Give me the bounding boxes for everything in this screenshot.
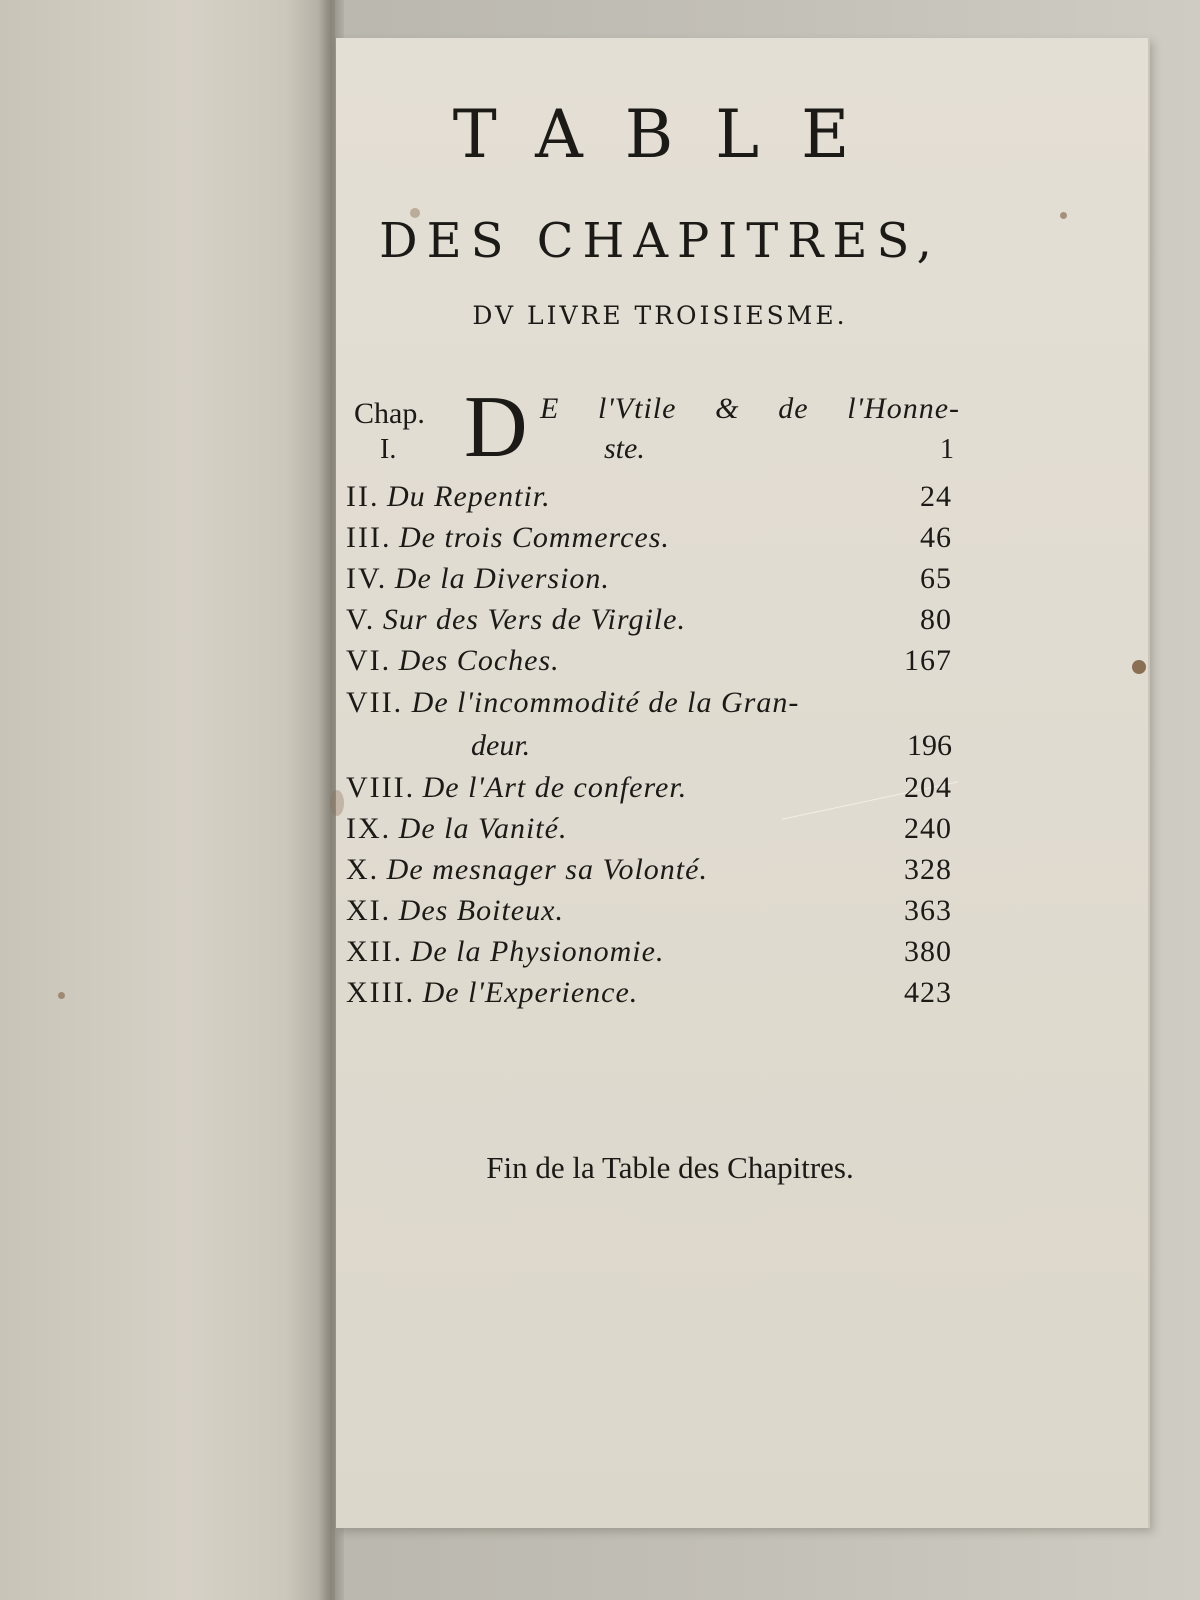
page-number: 204	[904, 771, 952, 804]
chapter-title: De l'Experience.	[422, 976, 639, 1009]
chapter-label	[346, 931, 664, 972]
chapter-label	[346, 517, 670, 558]
chapter-number: VI.	[346, 644, 392, 677]
chapter-number: V.	[346, 603, 376, 636]
page-number: 240	[904, 812, 952, 845]
chapter-title: De la Physionomie.	[410, 935, 665, 968]
chapter-title: Sur des Vers de Virgile.	[382, 603, 686, 636]
drop-cap: D	[464, 379, 528, 476]
paper-spot	[1132, 660, 1146, 674]
chapter-number: III.	[346, 521, 392, 554]
chapter-title: De l'Art de conferer.	[422, 771, 688, 804]
chapter-title-continued: ste.	[604, 432, 645, 465]
chapter-title: E l'Vtile & de l'Honne-	[540, 392, 960, 425]
chapter-label	[346, 476, 551, 517]
left-page	[0, 0, 335, 1600]
table-end-note: Fin de la Table des Chapitres.	[486, 1150, 854, 1185]
page-number: 46	[920, 521, 952, 554]
page-number: 363	[904, 894, 952, 927]
page-number: 423	[904, 976, 952, 1009]
chapter-entry	[340, 972, 960, 1013]
chapter-label	[346, 767, 687, 808]
chapter-title-continued: deur.	[471, 729, 531, 762]
chapter-entry	[340, 890, 960, 931]
chapter-entry	[340, 808, 960, 849]
chapter-number: VII.	[346, 686, 404, 719]
chapter-number: XII.	[346, 935, 404, 968]
chapter-group	[340, 767, 960, 1013]
chapter-number: XIII.	[346, 976, 416, 1009]
page-number: 65	[920, 562, 952, 595]
chapter-entry	[340, 517, 960, 558]
chapter-number: II.	[346, 480, 380, 513]
chapter-entry	[340, 476, 960, 517]
chapter-number: IV.	[346, 562, 388, 595]
chapter-title: Des Boiteux.	[398, 894, 564, 927]
chapter-title: Des Coches.	[398, 644, 560, 677]
chapter-title: De l'incommodité de la Gran-	[411, 686, 800, 719]
chapter-label	[346, 890, 564, 931]
chapter-number: X.	[346, 853, 380, 886]
title-table: TABLE	[452, 96, 892, 173]
chapter-number: VIII.	[346, 771, 416, 804]
page-number: 1	[940, 434, 954, 465]
chapter-title: De la Diversion.	[394, 562, 610, 595]
chapter-entry	[340, 931, 960, 972]
page-number: 24	[920, 480, 952, 513]
chapter-entry-1	[340, 379, 960, 476]
chapter-list	[340, 379, 960, 1013]
chapter-title: De la Vanité.	[398, 812, 568, 845]
page-number: 167	[904, 644, 952, 677]
chapter-entry	[340, 767, 960, 808]
chap-label: Chap.	[354, 397, 425, 430]
chapter-title: De trois Commerces.	[398, 521, 670, 554]
page-number: 196	[907, 729, 952, 762]
chapter-label	[346, 849, 708, 890]
chapter-number: IX.	[346, 812, 392, 845]
chapter-label	[346, 972, 638, 1013]
page-number: 328	[904, 853, 952, 886]
chapter-title: De mesnager sa Volonté.	[386, 853, 708, 886]
title-des-chapitres: DES CHAPITRES,	[379, 213, 941, 269]
title-livre: DV LIVRE TROISIESME.	[472, 301, 848, 330]
chapter-label	[346, 808, 567, 849]
chapter-entry-7	[340, 681, 960, 767]
chapter-entry	[340, 849, 960, 890]
page-number: 80	[920, 603, 952, 636]
chapter-entry	[340, 599, 960, 640]
paper-spot	[58, 992, 65, 999]
chapter-label	[346, 640, 560, 681]
paper-spot	[1060, 212, 1067, 219]
chapter-label	[346, 558, 610, 599]
chapter-number: I.	[380, 434, 397, 465]
chapter-number: XI.	[346, 894, 392, 927]
chapter-title: Du Repentir.	[386, 480, 551, 513]
chapter-entry	[340, 640, 960, 681]
chapter-label	[346, 599, 686, 640]
page-number: 380	[904, 935, 952, 968]
table-of-contents	[340, 90, 960, 1013]
chapter-entry	[340, 558, 960, 599]
chapter-group	[340, 476, 960, 681]
